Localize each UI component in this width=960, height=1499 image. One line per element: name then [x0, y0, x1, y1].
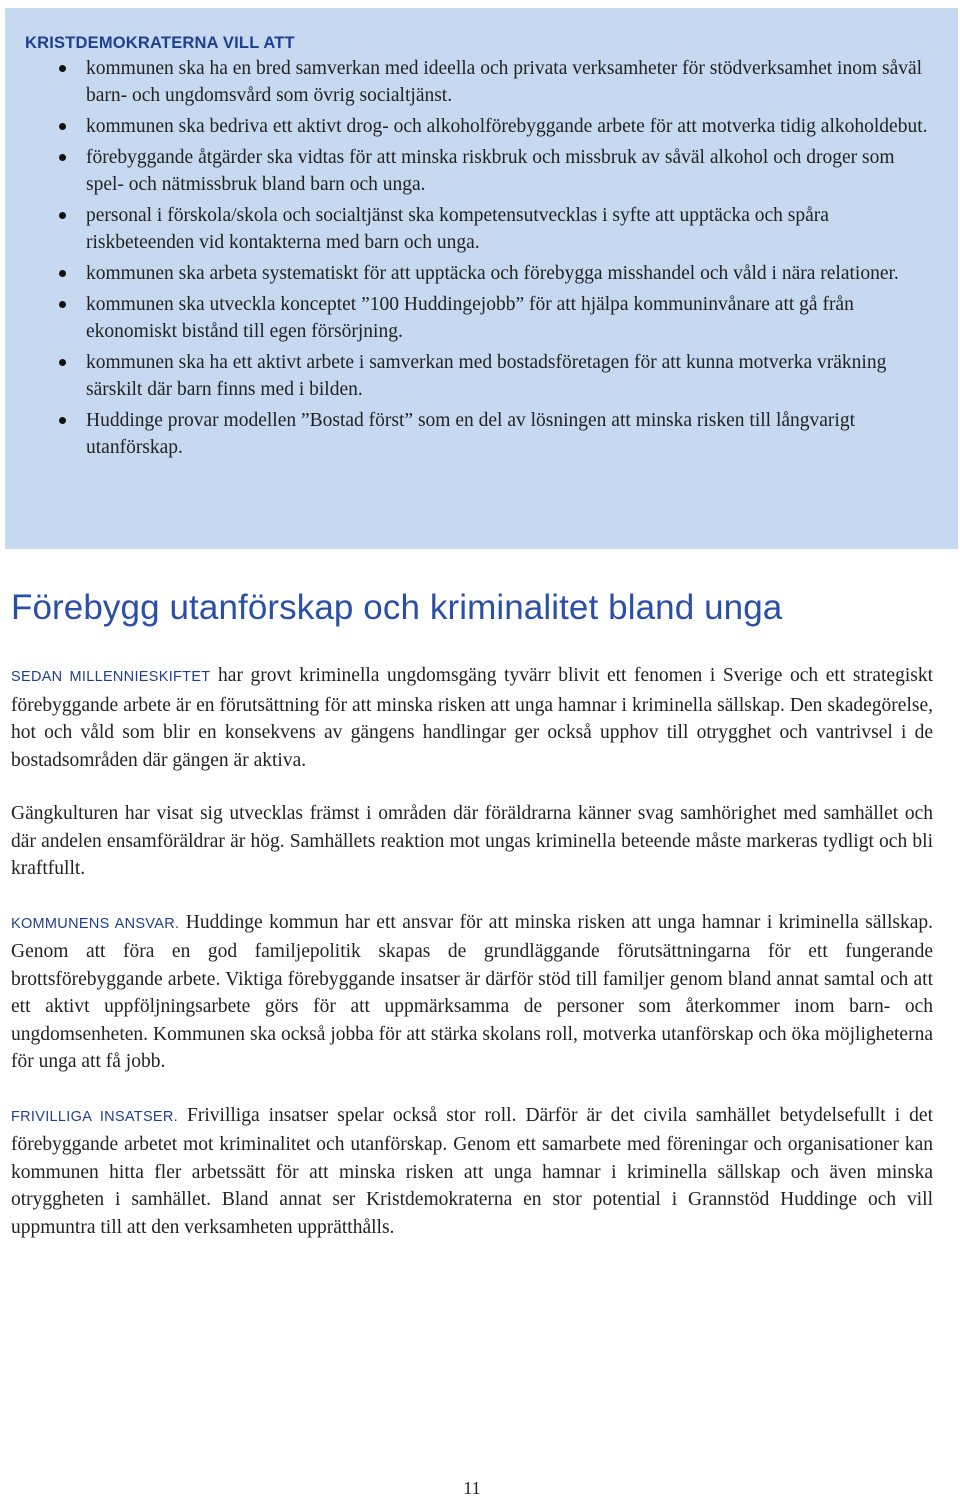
- bullet-item: [25, 113, 928, 140]
- paragraph-text: har grovt kriminella ungdomsgäng tyvärr blivit ett fenomen i Sverige och ett strategiskt förebyggande arbete är en förutsättning för att minska risken att unga hamnar i kriminella sällskap. Den skadegörelse, hot och våld som blir en konsekvens av gängens handlingar ger också upphov till otrygghet och vantrivsel i de bostadsområden där gängen är aktiva.: [11, 665, 933, 771]
- bullet-dot-icon: [59, 270, 66, 277]
- bullet-item: [25, 260, 928, 287]
- paragraph-lead: FRIVILLIGA INSATSER.: [11, 1108, 179, 1125]
- callout-box: [5, 8, 958, 549]
- paragraph: [11, 1102, 933, 1242]
- bullet-item: [25, 291, 928, 345]
- paragraph-lead: KOMMUNENS ANSVAR.: [11, 915, 180, 932]
- bullet-text: kommunen ska ha en bred samverkan med ideella och privata verksamheter för stödverksamhet inom såväl barn- och ungdomsvård som övrig socialtjänst.: [86, 58, 923, 106]
- paragraph: [11, 909, 933, 1076]
- bullet-text: kommunen ska ha ett aktivt arbete i samverkan med bostadsföretagen för att kunna motverka vräkning särskilt där barn finns med i bilden.: [86, 352, 887, 400]
- paragraph-text: Gängkulturen har visat sig utvecklas främst i områden där föräldrarna känner svag samhörighet med samhället och där andelen ensamföräldrar är hög. Samhällets reaktion mot ungas kriminella beteende måste markeras tydligt och bli kraftfullt.: [11, 803, 933, 879]
- callout-title: KRISTDEMOKRATERNA VILL ATT: [25, 34, 295, 52]
- callout-bullet-list: [25, 55, 928, 461]
- bullet-item: [25, 144, 928, 198]
- bullet-dot-icon: [59, 65, 66, 72]
- bullet-dot-icon: [59, 212, 66, 219]
- paragraph: [11, 662, 933, 774]
- body-text: [11, 662, 933, 1267]
- bullet-dot-icon: [59, 123, 66, 130]
- section-heading: Förebygg utanförskap och kriminalitet bland unga: [11, 588, 783, 627]
- bullet-dot-icon: [59, 417, 66, 424]
- bullet-text: förebyggande åtgärder ska vidtas för att minska riskbruk och missbruk av såväl alkohol och droger som spel- och nätmissbruk bland barn och unga.: [86, 147, 895, 195]
- bullet-text: personal i förskola/skola och socialtjänst ska kompetensutvecklas i syfte att upptäcka och spåra riskbeteenden vid kontakterna med barn och unga.: [86, 205, 829, 253]
- paragraph-lead: SEDAN MILLENNIESKIFTET: [11, 669, 211, 685]
- bullet-text: Huddinge provar modellen ”Bostad först” som en del av lösningen att minska risken till långvarigt utanförskap.: [86, 410, 856, 458]
- bullet-dot-icon: [59, 154, 66, 161]
- paragraph: [11, 800, 933, 883]
- bullet-item: [25, 55, 928, 109]
- bullet-item: [25, 202, 928, 256]
- paragraph-text: Huddinge kommun har ett ansvar för att minska risken att unga hamnar i kriminella sällskap. Genom att föra en god familjepolitik skapas de grundläggande förutsättningarna för ett fungerande brottsförebyggande arbete. Viktiga förebyggande insatser är därför stöd till familjer genom bland annat samtal och att ett aktivt uppföljningsarbete görs för att uppmärksamma de personer som återkommer inom barn- och ungdomsenheten. Kommunen ska också jobba för att stärka skolans roll, motverka utanförskap och öka möjligheterna för unga att få jobb.: [11, 911, 934, 1072]
- bullet-dot-icon: [59, 359, 66, 366]
- bullet-text: kommunen ska utveckla konceptet ”100 Huddingejobb” för att hjälpa kommuninvånare att gå från ekonomiskt bistånd till egen försörjning.: [86, 294, 854, 342]
- bullet-item: [25, 349, 928, 403]
- bullet-dot-icon: [59, 301, 66, 308]
- page-number: 11: [463, 1478, 481, 1498]
- bullet-text: kommunen ska bedriva ett aktivt drog- och alkoholförebyggande arbete för att motverka tidig alkoholdebut.: [86, 116, 928, 137]
- bullet-text: kommunen ska arbeta systematiskt för att upptäcka och förebygga misshandel och våld i nära relationer.: [86, 263, 899, 284]
- paragraph-text: Frivilliga insatser spelar också stor roll. Därför är det civila samhället betydelsefullt i det förebyggande arbetet mot kriminalitet och utanförskap. Genom ett samarbete med föreningar och organisationer kan kommunen hitta fler arbetssätt för att minska risken att unga hamnar i kriminella sällskap och även minska otryggheten i samhället. Bland annat ser Kristdemokraterna en stor potential i Grannstöd Huddinge och vill uppmuntra till att den verksamheten upprätthålls.: [11, 1104, 934, 1238]
- bullet-item: [25, 407, 928, 461]
